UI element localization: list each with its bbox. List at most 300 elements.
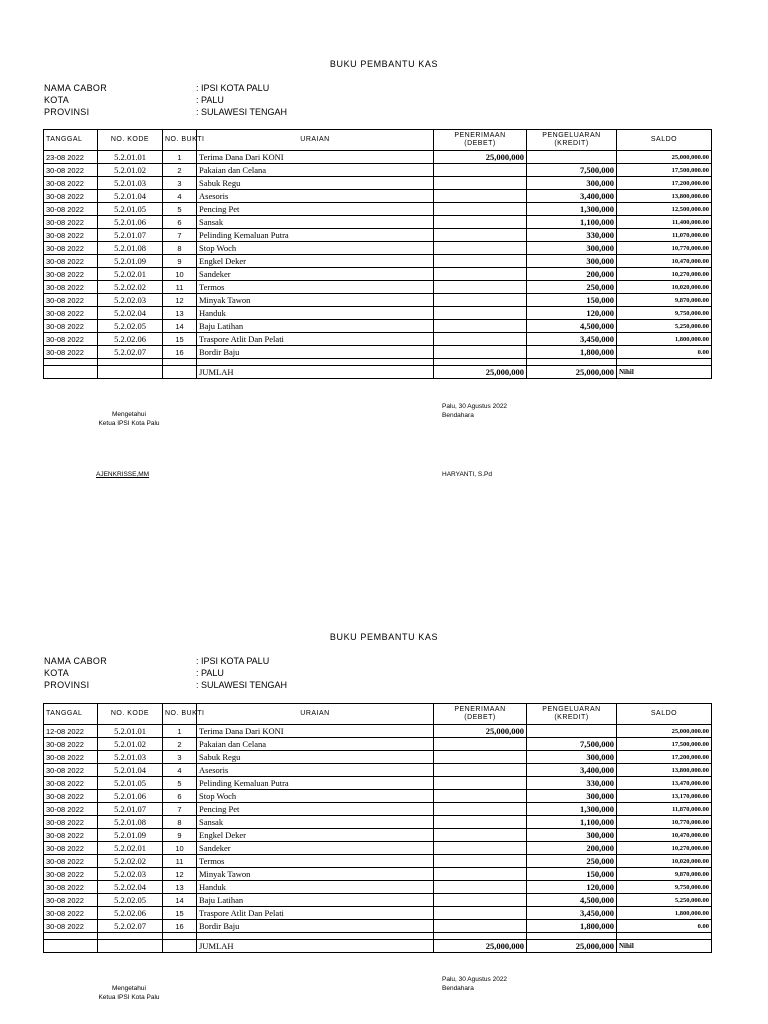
cell-saldo: 10,270,000.00 <box>617 268 712 281</box>
cell-uraian: Stop Woch <box>197 242 434 255</box>
cell-debet <box>434 907 527 920</box>
cell-saldo: 11,070,000.00 <box>617 229 712 242</box>
total-label: JUMLAH <box>197 940 434 953</box>
cell-uraian: Pencing Pet <box>197 803 434 816</box>
header-pengeluaran-sub: (KREDIT) <box>554 714 589 721</box>
cell-kode: 5.2.02.03 <box>98 294 163 307</box>
cell-debet <box>434 881 527 894</box>
cell-debet <box>434 294 527 307</box>
cell-debet <box>434 203 527 216</box>
cell-uraian: Termos <box>197 855 434 868</box>
cell-kode: 5.2.02.07 <box>98 920 163 933</box>
info-block <box>44 82 287 118</box>
ketua-label: Ketua IPSI Kota Palu <box>98 994 160 1001</box>
cell-tanggal: 30-08 2022 <box>44 229 98 242</box>
header-uraian: URAIAN <box>197 130 434 151</box>
cell-kode: 5.2.02.01 <box>98 268 163 281</box>
cell-debet <box>434 229 527 242</box>
spacer-cell <box>98 933 163 940</box>
cash-table <box>43 703 712 953</box>
cell-saldo: 9,870,000.00 <box>617 868 712 881</box>
table-header-row <box>44 704 712 725</box>
cell-kode: 5.2.02.02 <box>98 281 163 294</box>
cell-debet <box>434 177 527 190</box>
cell-kode: 5.2.01.02 <box>98 164 163 177</box>
cell-kredit: 250,000 <box>527 855 617 868</box>
cell-uraian: Traspore Atlit Dan Pelati <box>197 333 434 346</box>
cell-bukti: 12 <box>163 294 197 307</box>
table-row <box>44 829 712 842</box>
cell-uraian: Sabuk Regu <box>197 177 434 190</box>
cell-kredit: 250,000 <box>527 281 617 294</box>
spacer-cell <box>44 359 98 366</box>
total-empty-cell <box>98 366 163 379</box>
table-row <box>44 190 712 203</box>
cell-uraian: Pelinding Kemaluan Putra <box>197 777 434 790</box>
spacer-cell <box>197 359 434 366</box>
cell-kode: 5.2.02.05 <box>98 320 163 333</box>
cell-kredit: 7,500,000 <box>527 164 617 177</box>
header-bukti: NO. BUKTI <box>163 130 197 151</box>
table-body <box>44 151 712 379</box>
spacer-cell <box>197 933 434 940</box>
cell-uraian: Sabuk Regu <box>197 751 434 764</box>
cell-kredit: 330,000 <box>527 229 617 242</box>
cell-uraian: Engkel Deker <box>197 829 434 842</box>
table-body <box>44 725 712 953</box>
cell-bukti: 7 <box>163 803 197 816</box>
cell-uraian: Stop Woch <box>197 790 434 803</box>
cell-kredit: 3,400,000 <box>527 764 617 777</box>
cell-bukti: 1 <box>163 725 197 738</box>
cell-kredit: 120,000 <box>527 307 617 320</box>
info-value: : IPSI KOTA PALU <box>196 656 270 666</box>
cell-kode: 5.2.01.08 <box>98 242 163 255</box>
total-empty-cell <box>163 940 197 953</box>
table-row <box>44 894 712 907</box>
cell-kode: 5.2.01.05 <box>98 203 163 216</box>
total-row <box>44 940 712 953</box>
info-label: PROVINSI <box>44 107 90 117</box>
cell-bukti: 16 <box>163 920 197 933</box>
cell-kode: 5.2.01.07 <box>98 229 163 242</box>
cell-tanggal: 30-08 2022 <box>44 242 98 255</box>
cell-saldo: 0.00 <box>617 346 712 359</box>
cell-saldo: 10,020,000.00 <box>617 281 712 294</box>
spacer-cell <box>163 359 197 366</box>
header-bukti: NO. BUKTI <box>163 704 197 725</box>
spacer-cell <box>527 933 617 940</box>
total-saldo: Nihil <box>617 366 712 379</box>
table-row <box>44 751 712 764</box>
cell-kredit: 3,400,000 <box>527 190 617 203</box>
spacer-cell <box>44 933 98 940</box>
total-debet: 25,000,000 <box>434 940 527 953</box>
cell-kode: 5.2.01.09 <box>98 829 163 842</box>
cell-tanggal: 30-08 2022 <box>44 790 98 803</box>
cell-kredit: 4,500,000 <box>527 894 617 907</box>
header-pengeluaran-label: PENGELUARAN <box>542 706 601 713</box>
cell-uraian: Minyak Tawon <box>197 868 434 881</box>
cash-table <box>43 129 712 379</box>
cell-saldo: 0.00 <box>617 920 712 933</box>
total-row <box>44 366 712 379</box>
cell-bukti: 12 <box>163 868 197 881</box>
header-pengeluaran-sub: (KREDIT) <box>554 140 589 147</box>
cell-bukti: 6 <box>163 790 197 803</box>
cell-uraian: Sandeker <box>197 268 434 281</box>
header-pengeluaran-label: PENGELUARAN <box>542 132 601 139</box>
cell-debet <box>434 320 527 333</box>
table-row <box>44 268 712 281</box>
spacer-cell <box>527 359 617 366</box>
cell-kode: 5.2.02.03 <box>98 868 163 881</box>
cell-debet <box>434 242 527 255</box>
spacer-row <box>44 933 712 940</box>
cell-bukti: 11 <box>163 855 197 868</box>
cell-kode: 5.2.01.06 <box>98 790 163 803</box>
cell-uraian: Engkel Deker <box>197 255 434 268</box>
cell-saldo: 25,000,000.00 <box>617 151 712 164</box>
cell-kredit: 300,000 <box>527 751 617 764</box>
bendahara-name: HARYANTI, S.Pd <box>442 471 492 478</box>
cell-tanggal: 30-08 2022 <box>44 894 98 907</box>
header-penerimaan-label: PENERIMAAN <box>454 706 506 713</box>
header-tanggal: TANGGAL <box>44 704 98 725</box>
cell-saldo: 10,470,000.00 <box>617 255 712 268</box>
cell-debet <box>434 216 527 229</box>
cell-debet <box>434 803 527 816</box>
table-row <box>44 790 712 803</box>
header-penerimaan <box>434 130 527 151</box>
cell-tanggal: 30-08 2022 <box>44 190 98 203</box>
cell-tanggal: 30-08 2022 <box>44 255 98 268</box>
info-label: KOTA <box>44 95 70 105</box>
document-title: BUKU PEMBANTU KAS <box>329 59 439 69</box>
cell-bukti: 2 <box>163 164 197 177</box>
cell-saldo: 1,800,000.00 <box>617 907 712 920</box>
cell-tanggal: 30-08 2022 <box>44 203 98 216</box>
cell-kode: 5.2.01.02 <box>98 738 163 751</box>
cell-uraian: Pelinding Kemaluan Putra <box>197 229 434 242</box>
info-value: : PALU <box>196 668 224 678</box>
header-penerimaan-sub: (DEBET) <box>464 140 496 147</box>
cell-uraian: Sansak <box>197 816 434 829</box>
total-kredit: 25,000,000 <box>527 366 617 379</box>
cell-debet <box>434 842 527 855</box>
ketua-name: AJENKRISSE,MM <box>96 471 150 478</box>
cell-saldo: 13,800,000.00 <box>617 190 712 203</box>
table-row <box>44 255 712 268</box>
table-row <box>44 177 712 190</box>
cell-debet <box>434 333 527 346</box>
cell-kode: 5.2.01.03 <box>98 177 163 190</box>
cell-kode: 5.2.01.08 <box>98 816 163 829</box>
table-header-row <box>44 130 712 151</box>
cell-debet <box>434 268 527 281</box>
cell-debet <box>434 777 527 790</box>
place-date: Palu, 30 Agustus 2022 <box>442 403 508 410</box>
table-row <box>44 320 712 333</box>
table-row <box>44 294 712 307</box>
cell-saldo: 11,870,000.00 <box>617 803 712 816</box>
cell-tanggal: 30-08 2022 <box>44 164 98 177</box>
cell-kode: 5.2.02.04 <box>98 307 163 320</box>
cell-debet <box>434 894 527 907</box>
cell-kredit: 300,000 <box>527 255 617 268</box>
header-penerimaan <box>434 704 527 725</box>
cell-uraian: Handuk <box>197 307 434 320</box>
info-value: : SULAWESI TENGAH <box>196 680 288 690</box>
cell-tanggal: 30-08 2022 <box>44 738 98 751</box>
header-kode: NO. KODE <box>98 130 163 151</box>
total-empty-cell <box>44 366 98 379</box>
table-row <box>44 777 712 790</box>
cell-saldo: 10,470,000.00 <box>617 829 712 842</box>
cell-bukti: 9 <box>163 829 197 842</box>
cell-kredit: 4,500,000 <box>527 320 617 333</box>
table-row <box>44 855 712 868</box>
table-row <box>44 333 712 346</box>
cell-tanggal: 30-08 2022 <box>44 803 98 816</box>
cell-kode: 5.2.02.04 <box>98 881 163 894</box>
cell-bukti: 3 <box>163 177 197 190</box>
cell-bukti: 2 <box>163 738 197 751</box>
cell-kredit: 150,000 <box>527 294 617 307</box>
cell-bukti: 10 <box>163 268 197 281</box>
cell-kode: 5.2.01.01 <box>98 151 163 164</box>
cell-kredit: 120,000 <box>527 881 617 894</box>
info-label: NAMA CABOR <box>44 83 108 93</box>
cell-bukti: 4 <box>163 764 197 777</box>
cell-debet <box>434 868 527 881</box>
cell-bukti: 5 <box>163 203 197 216</box>
cell-debet <box>434 816 527 829</box>
cell-kode: 5.2.01.09 <box>98 255 163 268</box>
cell-saldo: 9,750,000.00 <box>617 881 712 894</box>
mengetahui-label: Mengetahui <box>112 985 146 992</box>
cell-uraian: Bordir Baju <box>197 346 434 359</box>
cell-saldo: 13,800,000.00 <box>617 764 712 777</box>
cell-debet: 25,000,000 <box>434 725 527 738</box>
cell-uraian: Pakaian dan Celana <box>197 164 434 177</box>
cell-kredit <box>527 151 617 164</box>
cell-uraian: Pencing Pet <box>197 203 434 216</box>
cell-saldo: 13,170,000.00 <box>617 790 712 803</box>
table-row <box>44 281 712 294</box>
cell-tanggal: 30-08 2022 <box>44 777 98 790</box>
cell-saldo: 17,500,000.00 <box>617 164 712 177</box>
table-row <box>44 738 712 751</box>
cell-saldo: 13,470,000.00 <box>617 777 712 790</box>
table-row <box>44 151 712 164</box>
total-saldo: Nihil <box>617 940 712 953</box>
cell-kredit: 200,000 <box>527 842 617 855</box>
header-tanggal: TANGGAL <box>44 130 98 151</box>
signature-right <box>442 402 507 420</box>
cell-kode: 5.2.02.06 <box>98 907 163 920</box>
cell-uraian: Terima Dana Dari KONI <box>197 725 434 738</box>
cell-kode: 5.2.01.05 <box>98 777 163 790</box>
bendahara-label: Bendahara <box>442 412 474 419</box>
signature-left <box>92 984 166 1002</box>
cell-uraian: Minyak Tawon <box>197 294 434 307</box>
cell-kode: 5.2.01.03 <box>98 751 163 764</box>
cell-bukti: 4 <box>163 190 197 203</box>
table-row <box>44 307 712 320</box>
cell-bukti: 8 <box>163 816 197 829</box>
info-value: : PALU <box>196 95 224 105</box>
cell-saldo: 10,020,000.00 <box>617 855 712 868</box>
cell-kode: 5.2.01.06 <box>98 216 163 229</box>
total-kredit: 25,000,000 <box>527 940 617 953</box>
ketua-label: Ketua IPSI Kota Palu <box>98 420 160 427</box>
cell-kredit: 150,000 <box>527 868 617 881</box>
cell-kode: 5.2.02.02 <box>98 855 163 868</box>
table-row <box>44 842 712 855</box>
cell-uraian: Baju Latihan <box>197 894 434 907</box>
document-title: BUKU PEMBANTU KAS <box>329 632 439 642</box>
table-row <box>44 346 712 359</box>
cell-saldo: 17,500,000.00 <box>617 738 712 751</box>
cell-debet <box>434 764 527 777</box>
cell-uraian: Sansak <box>197 216 434 229</box>
cell-saldo: 5,250,000.00 <box>617 894 712 907</box>
cell-kode: 5.2.02.01 <box>98 842 163 855</box>
cell-saldo: 1,800,000.00 <box>617 333 712 346</box>
spacer-cell <box>98 359 163 366</box>
cell-kredit: 330,000 <box>527 777 617 790</box>
total-debet: 25,000,000 <box>434 366 527 379</box>
cell-kredit: 1,300,000 <box>527 203 617 216</box>
table-row <box>44 881 712 894</box>
cell-bukti: 9 <box>163 255 197 268</box>
total-empty-cell <box>163 366 197 379</box>
cell-kredit: 7,500,000 <box>527 738 617 751</box>
cell-debet <box>434 307 527 320</box>
table-row <box>44 764 712 777</box>
cell-tanggal: 23-08 2022 <box>44 151 98 164</box>
cell-tanggal: 30-08 2022 <box>44 764 98 777</box>
cell-tanggal: 30-08 2022 <box>44 320 98 333</box>
cell-bukti: 10 <box>163 842 197 855</box>
cell-debet <box>434 751 527 764</box>
signature-left <box>92 410 166 428</box>
cell-kredit <box>527 725 617 738</box>
spacer-cell <box>434 359 527 366</box>
cell-debet <box>434 255 527 268</box>
cell-kode: 5.2.02.06 <box>98 333 163 346</box>
total-empty-cell <box>44 940 98 953</box>
cell-saldo: 17,200,000.00 <box>617 177 712 190</box>
cell-debet <box>434 829 527 842</box>
table-row <box>44 242 712 255</box>
cell-tanggal: 12-08 2022 <box>44 725 98 738</box>
cell-debet: 25,000,000 <box>434 151 527 164</box>
spacer-cell <box>617 359 712 366</box>
cell-bukti: 5 <box>163 777 197 790</box>
info-value: : SULAWESI TENGAH <box>196 107 288 117</box>
spacer-cell <box>617 933 712 940</box>
cell-debet <box>434 346 527 359</box>
cell-saldo: 10,770,000.00 <box>617 816 712 829</box>
cell-kredit: 200,000 <box>527 268 617 281</box>
table-row <box>44 803 712 816</box>
header-pengeluaran <box>527 704 617 725</box>
cell-saldo: 25,000,000.00 <box>617 725 712 738</box>
cell-bukti: 11 <box>163 281 197 294</box>
cell-kode: 5.2.01.01 <box>98 725 163 738</box>
cell-kode: 5.2.01.07 <box>98 803 163 816</box>
header-kode: NO. KODE <box>98 704 163 725</box>
cell-saldo: 9,750,000.00 <box>617 307 712 320</box>
spacer-row <box>44 359 712 366</box>
table-row <box>44 216 712 229</box>
table-row <box>44 203 712 216</box>
cell-uraian: Bordir Baju <box>197 920 434 933</box>
cell-debet <box>434 738 527 751</box>
cell-tanggal: 30-08 2022 <box>44 920 98 933</box>
cell-saldo: 9,870,000.00 <box>617 294 712 307</box>
info-label: NAMA CABOR <box>44 656 108 666</box>
cell-bukti: 15 <box>163 333 197 346</box>
cell-bukti: 16 <box>163 346 197 359</box>
spacer-cell <box>434 933 527 940</box>
cell-tanggal: 30-08 2022 <box>44 294 98 307</box>
total-empty-cell <box>98 940 163 953</box>
cell-kredit: 1,300,000 <box>527 803 617 816</box>
cell-kredit: 300,000 <box>527 242 617 255</box>
cell-debet <box>434 281 527 294</box>
cell-kredit: 300,000 <box>527 790 617 803</box>
cell-bukti: 1 <box>163 151 197 164</box>
cell-kredit: 3,450,000 <box>527 333 617 346</box>
cell-tanggal: 30-08 2022 <box>44 842 98 855</box>
cell-uraian: Sandeker <box>197 842 434 855</box>
cell-saldo: 5,250,000.00 <box>617 320 712 333</box>
cell-kredit: 1,800,000 <box>527 920 617 933</box>
cell-saldo: 10,270,000.00 <box>617 842 712 855</box>
cell-bukti: 15 <box>163 907 197 920</box>
cell-debet <box>434 190 527 203</box>
cell-bukti: 8 <box>163 242 197 255</box>
header-saldo: SALDO <box>617 704 712 725</box>
cell-uraian: Asesoris <box>197 764 434 777</box>
cell-tanggal: 30-08 2022 <box>44 177 98 190</box>
cell-uraian: Asesoris <box>197 190 434 203</box>
cell-tanggal: 30-08 2022 <box>44 333 98 346</box>
cell-kode: 5.2.02.05 <box>98 894 163 907</box>
cell-uraian: Handuk <box>197 881 434 894</box>
cell-bukti: 14 <box>163 320 197 333</box>
signature-right <box>442 975 507 993</box>
cell-tanggal: 30-08 2022 <box>44 268 98 281</box>
cell-uraian: Baju Latihan <box>197 320 434 333</box>
header-penerimaan-sub: (DEBET) <box>464 714 496 721</box>
cell-debet <box>434 164 527 177</box>
cell-kode: 5.2.02.07 <box>98 346 163 359</box>
table-row <box>44 920 712 933</box>
cell-tanggal: 30-08 2022 <box>44 346 98 359</box>
cell-uraian: Terima Dana Dari KONI <box>197 151 434 164</box>
cell-tanggal: 30-08 2022 <box>44 868 98 881</box>
header-uraian: URAIAN <box>197 704 434 725</box>
total-label: JUMLAH <box>197 366 434 379</box>
cell-tanggal: 30-08 2022 <box>44 307 98 320</box>
cell-kredit: 300,000 <box>527 829 617 842</box>
header-pengeluaran <box>527 130 617 151</box>
cell-kode: 5.2.01.04 <box>98 764 163 777</box>
